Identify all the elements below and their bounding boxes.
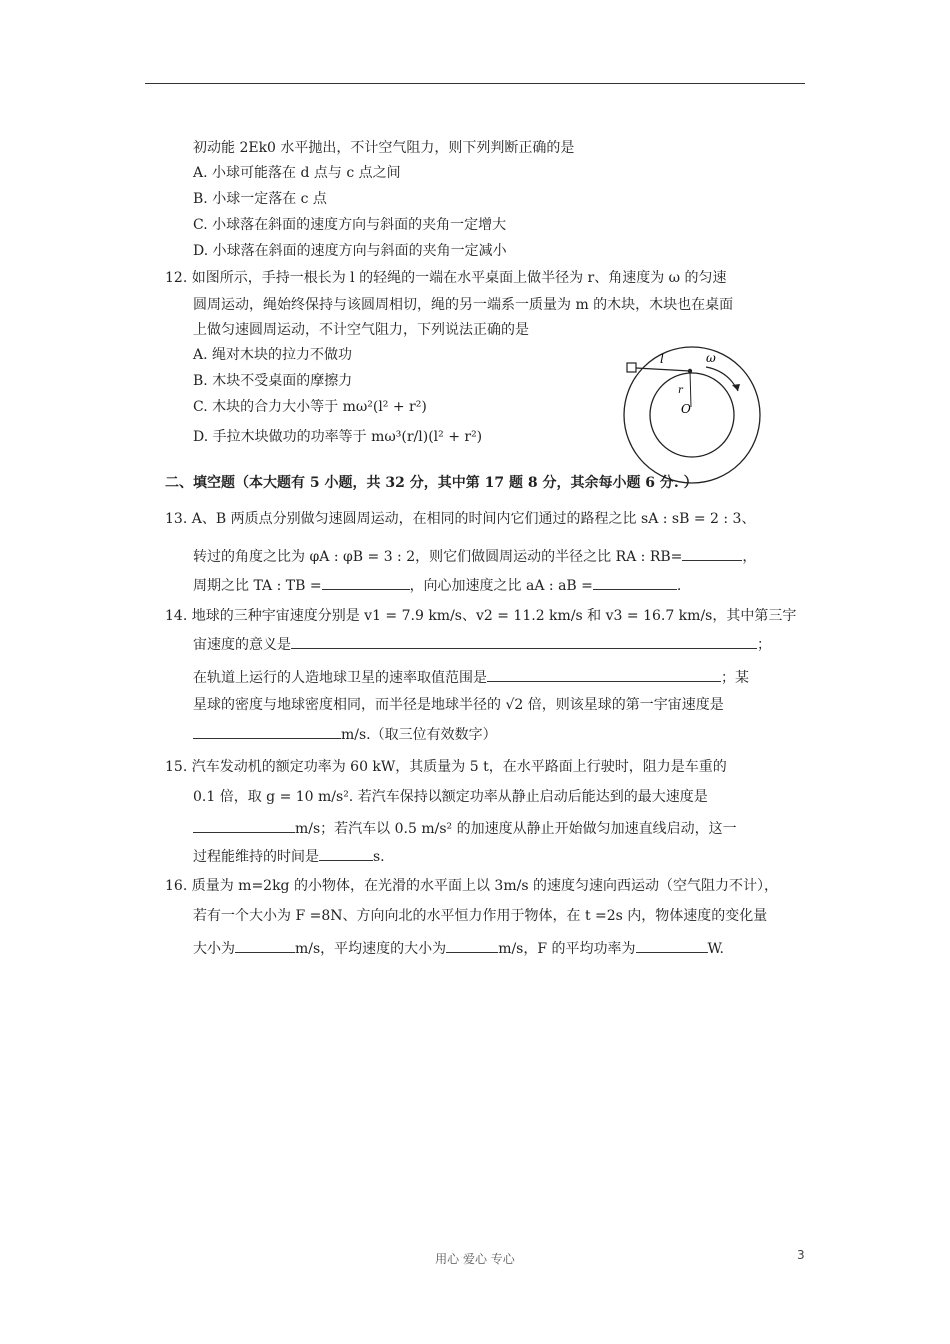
label-l: l bbox=[660, 352, 664, 366]
q14-third-speed-meaning-blank[interactable] bbox=[291, 634, 757, 649]
q16-text: m/s，平均速度的大小为 bbox=[295, 941, 447, 957]
q14-first-speed-blank[interactable] bbox=[193, 724, 341, 739]
q15-line-3 bbox=[193, 818, 737, 839]
q11-stem-tail: 初动能 2Ek0 水平抛出，不计空气阻力，则下列判断正确的是 bbox=[193, 140, 575, 156]
q16-line-3 bbox=[193, 938, 724, 959]
page-number: 3 bbox=[797, 1248, 805, 1262]
q11-option-b: B. 小球一定落在 c 点 bbox=[193, 191, 327, 207]
q12-stem-line-3: 上做匀速圆周运动，不计空气阻力，下列说法正确的是 bbox=[193, 322, 529, 338]
wooden-block bbox=[627, 363, 636, 372]
q15-max-speed-blank[interactable] bbox=[193, 818, 295, 833]
q14-text: 宙速度的意义是 bbox=[193, 637, 291, 653]
q14-line-2 bbox=[193, 634, 771, 655]
q12-option-b: B. 木块不受桌面的摩擦力 bbox=[193, 373, 353, 389]
q11-option-d: D. 小球落在斜面的速度方向与斜面的夹角一定减小 bbox=[193, 243, 507, 259]
q12-stem-line-1: 12. 如图所示，手持一根长为 l 的轻绳的一端在水平桌面上做半径为 r、角速度为 ω 的匀速 bbox=[165, 270, 727, 286]
q14-text: ；某 bbox=[721, 670, 749, 686]
q11-option-c: C. 小球落在斜面的速度方向与斜面的夹角一定增大 bbox=[193, 217, 507, 233]
q16-average-power-blank[interactable] bbox=[636, 938, 708, 953]
q13-line-3 bbox=[193, 575, 681, 596]
label-omega: ω bbox=[706, 351, 716, 365]
q14-line-3 bbox=[193, 667, 749, 688]
arrow-head-icon bbox=[732, 384, 740, 391]
inner-circle bbox=[650, 373, 734, 457]
q15-text: m/s；若汽车以 0.5 m/s² 的加速度从静止开始做匀加速直线启动，这一 bbox=[295, 821, 737, 837]
q13-line-2 bbox=[193, 546, 756, 567]
q14-line-4: 星球的密度与地球密度相同，而半径是地球半径的 √2 倍，则该星球的第一宇宙速度是 bbox=[193, 697, 724, 713]
q12-option-a: A. 绳对木块的拉力不做功 bbox=[193, 347, 353, 363]
section-2-header bbox=[165, 473, 698, 493]
label-o: O bbox=[681, 402, 691, 416]
q13-period-ratio-blank[interactable] bbox=[322, 575, 410, 590]
q15-line-4 bbox=[193, 846, 385, 867]
q16-text: 大小为 bbox=[193, 941, 235, 957]
q15-text: s. bbox=[373, 849, 385, 865]
q13-accel-ratio-blank[interactable] bbox=[593, 575, 677, 590]
rotation-arrow bbox=[706, 367, 738, 391]
label-r: r bbox=[678, 385, 683, 396]
q14-line-1: 14. 地球的三种宇宙速度分别是 v1 = 7.9 km/s、v2 = 11.2 km/s 和 v3 = 16.7 km/s，其中第三宇 bbox=[165, 608, 797, 624]
q13-text: ， bbox=[742, 549, 757, 565]
section-2-note: （本大题有 5 小题，共 32 分，其中第 17 题 8 分，其余每小题 6 分. ） bbox=[235, 475, 698, 491]
q12-option-d: D. 手拉木块做功的功率等于 mω³(r/l)(l² + r²) bbox=[193, 429, 483, 445]
q15-text: 过程能维持的时间是 bbox=[193, 849, 319, 865]
q16-average-velocity-blank[interactable] bbox=[446, 938, 498, 953]
q11-option-a: A. 小球可能落在 d 点与 c 点之间 bbox=[193, 165, 401, 181]
q14-speed-range-blank[interactable] bbox=[487, 667, 721, 682]
q13-text: 转过的角度之比为 φA : φB = 3 : 2，则它们做圆周运动的半径之比 RA : RB= bbox=[193, 549, 683, 565]
q14-text: m/s.（取三位有效数字） bbox=[341, 727, 497, 743]
q16-text: W. bbox=[707, 941, 724, 957]
q15-duration-blank[interactable] bbox=[319, 846, 373, 861]
q12-stem-line-2: 圆周运动，绳始终保持与该圆周相切，绳的另一端系一质量为 m 的木块，木块也在桌面 bbox=[193, 297, 734, 313]
header-rule bbox=[145, 83, 805, 84]
q14-line-5 bbox=[193, 724, 497, 745]
q13-radius-ratio-blank[interactable] bbox=[682, 546, 742, 561]
hand-point bbox=[688, 369, 692, 373]
q14-text: 在轨道上运行的人造地球卫星的速率取值范围是 bbox=[193, 670, 487, 686]
q13-text: ，向心加速度之比 aA : aB = bbox=[409, 578, 593, 594]
q16-line-1: 16. 质量为 m=2kg 的小物体，在光滑的水平面上以 3m/s 的速度匀速向西运动（空气阻力不计）， bbox=[165, 878, 778, 894]
q13-line-1: 13. A、B 两质点分别做匀速圆周运动，在相同的时间内它们通过的路程之比 sA : sB = 2 : 3、 bbox=[165, 511, 756, 527]
q12-option-c: C. 木块的合力大小等于 mω²(l² + r²) bbox=[193, 399, 427, 415]
q13-text: . bbox=[676, 578, 682, 594]
q16-text: m/s，F 的平均功率为 bbox=[498, 941, 636, 957]
page-footer: 用心 爱心 专心 bbox=[435, 1252, 515, 1266]
outer-circle bbox=[624, 347, 760, 483]
q12-circular-motion-figure bbox=[620, 335, 770, 490]
q16-line-2: 若有一个大小为 F =8N、方向向北的水平恒力作用于物体，在 t =2s 内，物体速度的变化量 bbox=[193, 908, 768, 924]
q16-velocity-change-blank[interactable] bbox=[235, 938, 295, 953]
q15-line-2: 0.1 倍，取 g = 10 m/s². 若汽车保持以额定功率从静止启动后能达到的最大速度是 bbox=[193, 789, 708, 805]
q14-text: ； bbox=[757, 637, 771, 653]
q15-line-1: 15. 汽车发动机的额定功率为 60 kW，其质量为 5 t，在水平路面上行驶时，阻力是车重的 bbox=[165, 759, 727, 775]
rope-line bbox=[636, 368, 690, 371]
q13-text: 周期之比 TA : TB = bbox=[193, 578, 322, 594]
section-2-title: 二、填空题 bbox=[165, 475, 235, 491]
